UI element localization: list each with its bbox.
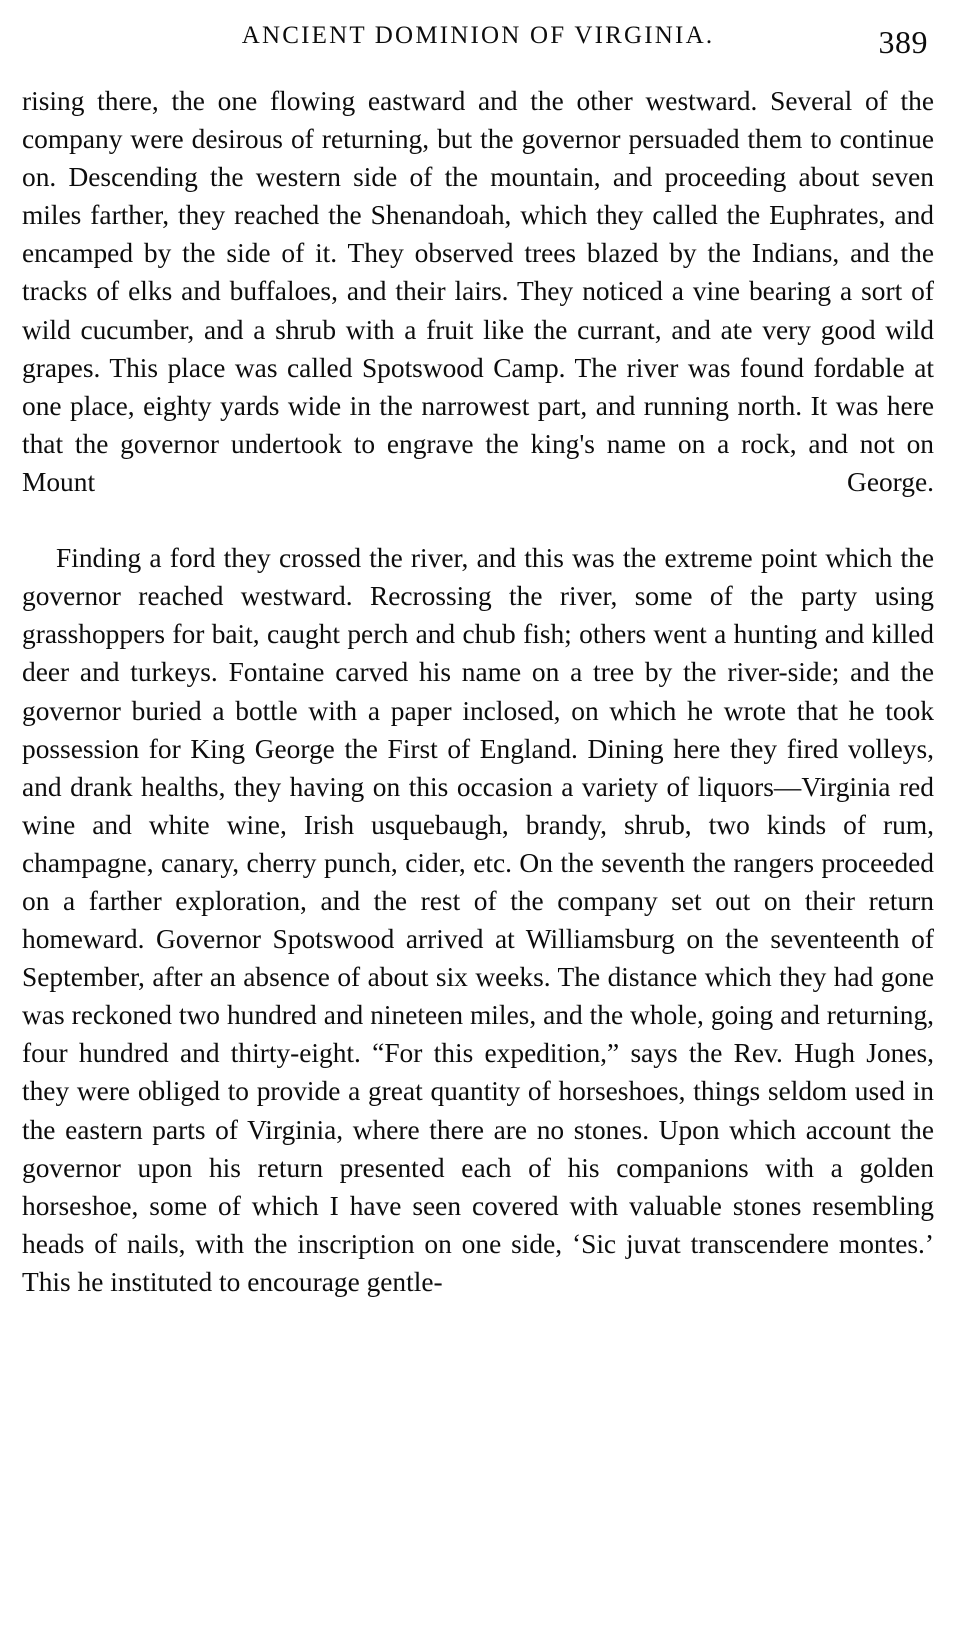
body-text [22,82,934,1301]
page-title: ANCIENT DOMINION OF VIRGINIA. [241,22,715,49]
paragraph-1: rising there, the one flowing eastward and the other westward. Several of the company were desirous of returning, but the governor persuaded them to continue on. Descending the western side of the mountain, and proceeding about seven miles farther, they reached the Shenandoah, which they called the Euphrates, and encamped by the side of it. They observed trees blazed by the Indians, and the tracks of elks and buffaloes, and their lairs. They noticed a vine bearing a sort of wild cucumber, and a shrub with a fruit like the currant, and ate very good wild grapes. This place was called Spotswood Camp. The river was found fordable at one place, eighty yards wide in the narrowest part, and running north. It was here that the governor undertook to engrave the king's name on a rock, and not on Mount George. [22,86,934,497]
paragraph-2: Finding a ford they crossed the river, and this was the extreme point which the governor reached westward. Recrossing the river, some of the party using grasshoppers for bait, caught perch and chub fish; others went a hunting and killed deer and turkeys. Fontaine carved his name on a tree by the river-side; and the governor buried a bottle with a paper inclosed, on which he wrote that he took possession for King George the First of England. Dining here they fired volleys, and drank healths, they having on this occasion a variety of liquors—Virginia red wine and white wine, Irish usquebaugh, brandy, shrub, two kinds of rum, champagne, canary, cherry punch, cider, etc. On the seventh the rangers proceeded on a farther exploration, and the rest of the company set out on their return homeward. Governor Spotswood arrived at Williamsburg on the seventeenth of September, after an absence of about six weeks. The distance which they had gone was reckoned two hundred and nineteen miles, and the whole, going and returning, four hundred and thirty-eight. “For this expedition,” says the Rev. Hugh Jones, they were obliged to provide a great quantity of horseshoes, things seldom used in the eastern parts of Virginia, where there are no stones. Upon which account the governor upon his return presented each of his companions with a golden horseshoe, some of which I have seen covered with valuable stones resembling heads of nails, with the inscription on one side, ‘Sic juvat transcendere montes.’ This he instituted to encourage gentle- [22,543,934,1297]
running-head [22,22,934,64]
page-number: 389 [878,24,928,60]
